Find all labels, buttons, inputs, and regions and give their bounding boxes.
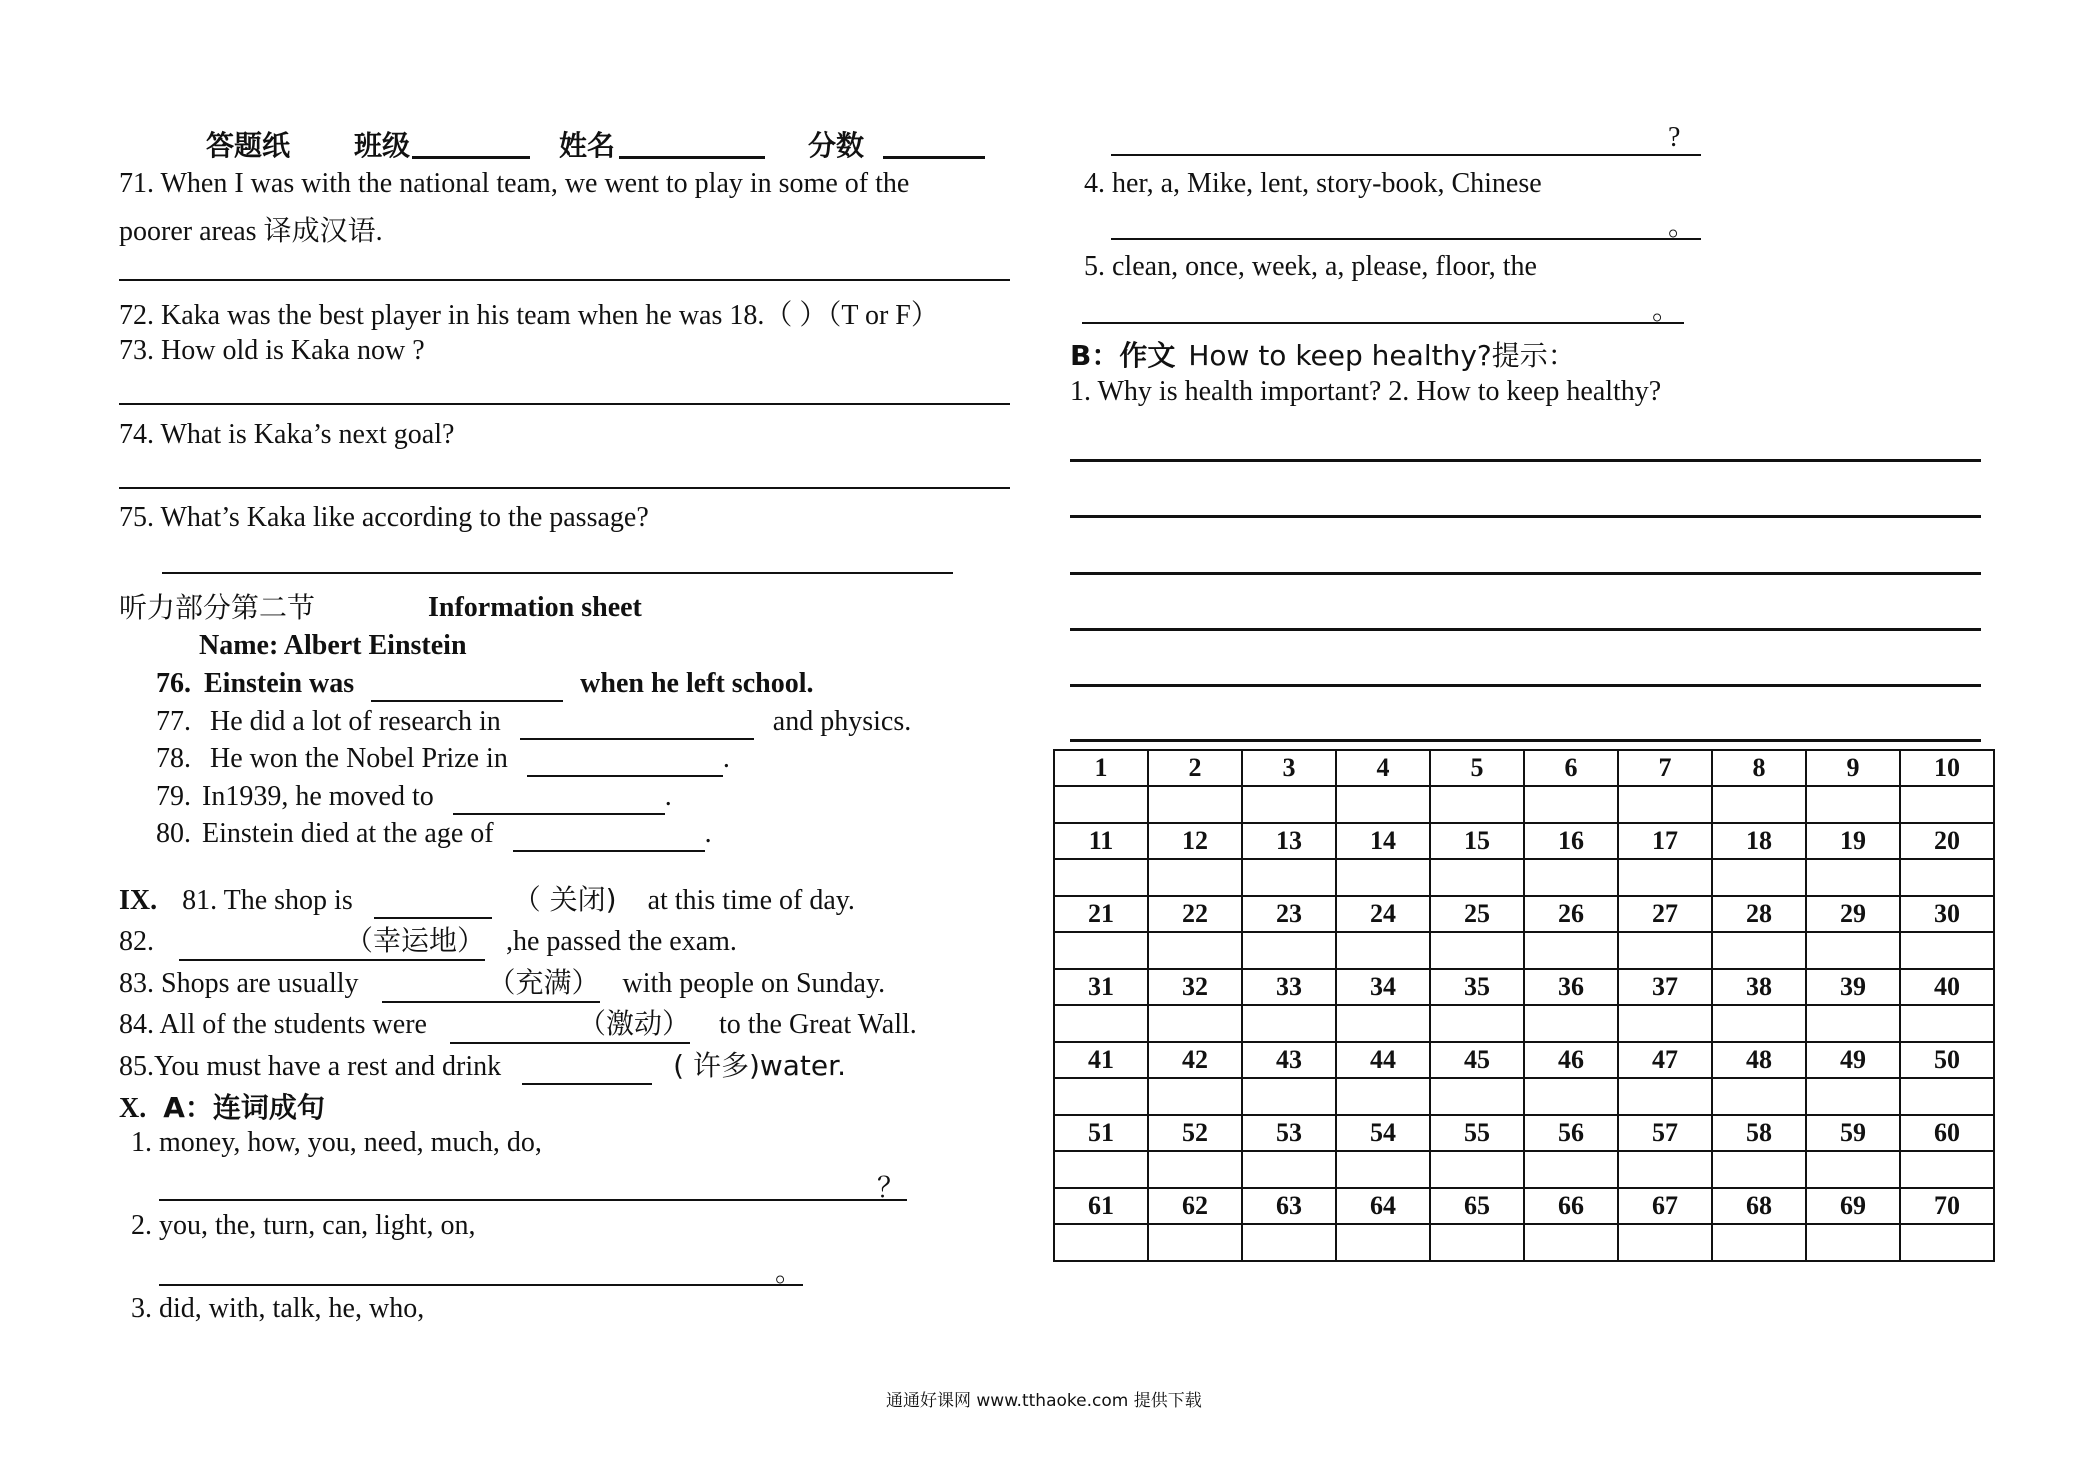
reorder-5-end: 。 (1652, 295, 1681, 326)
answer-grid (1053, 749, 1995, 1262)
grid-number-cell: 60 (1900, 1115, 1994, 1151)
grid-number-cell: 55 (1430, 1115, 1524, 1151)
grid-number-cell: 61 (1054, 1188, 1148, 1224)
grid-answer-cell[interactable] (1712, 1078, 1806, 1115)
grid-answer-cell[interactable] (1148, 1005, 1242, 1042)
grid-answer-cell[interactable] (1242, 1005, 1336, 1042)
grid-answer-cell[interactable] (1524, 932, 1618, 969)
grid-number-cell: 47 (1618, 1042, 1712, 1078)
q85-hint: ( 许多)water. (673, 1049, 846, 1082)
answer-line-reorder-4 (1111, 238, 1701, 240)
grid-number-cell: 16 (1524, 823, 1618, 859)
grid-number-cell: 57 (1618, 1115, 1712, 1151)
grid-number-cell: 3 (1242, 750, 1336, 786)
grid-answer-cell[interactable] (1336, 786, 1430, 823)
grid-number-cell: 53 (1242, 1115, 1336, 1151)
grid-number-cell: 39 (1806, 969, 1900, 1005)
q85-blank (522, 1051, 652, 1085)
grid-number-row (1054, 1188, 1994, 1224)
grid-answer-row (1054, 1224, 1994, 1261)
grid-number-cell: 54 (1336, 1115, 1430, 1151)
grid-number-cell: 51 (1054, 1115, 1148, 1151)
grid-number-cell: 13 (1242, 823, 1336, 859)
grid-number-cell: 24 (1336, 896, 1430, 932)
grid-answer-cell[interactable] (1618, 932, 1712, 969)
question-81 (119, 878, 855, 919)
grid-answer-cell[interactable] (1524, 859, 1618, 896)
grid-number-cell: 23 (1242, 896, 1336, 932)
grid-answer-row (1054, 859, 1994, 896)
grid-answer-cell[interactable] (1524, 786, 1618, 823)
grid-number-cell: 34 (1336, 969, 1430, 1005)
grid-answer-cell[interactable] (1806, 1005, 1900, 1042)
reorder-2-end: 。 (775, 1257, 804, 1288)
q81-hint: （ 关闭) (512, 883, 617, 916)
composition-line-1 (1070, 459, 1981, 462)
q81-blank (374, 885, 492, 919)
q83-text: 83. Shops are usually (119, 968, 359, 999)
grid-number-cell: 41 (1054, 1042, 1148, 1078)
grid-answer-row (1054, 786, 1994, 823)
grid-answer-cell[interactable] (1148, 1078, 1242, 1115)
score-label: 分数 (808, 129, 865, 162)
grid-answer-cell[interactable] (1618, 859, 1712, 896)
grid-answer-cell[interactable] (1806, 859, 1900, 896)
grid-answer-cell[interactable] (1806, 932, 1900, 969)
grid-number-cell: 65 (1430, 1188, 1524, 1224)
composition-line-5 (1070, 684, 1981, 687)
q82-number: 82. (119, 926, 154, 957)
reorder-3-end: ? (1668, 122, 1681, 153)
grid-number-cell: 17 (1618, 823, 1712, 859)
question-79 (156, 781, 672, 815)
grid-answer-cell[interactable] (1900, 1151, 1994, 1188)
grid-number-cell: 44 (1336, 1042, 1430, 1078)
question-72: 72. Kaka was the best player in his team when he was 18.（ ）（T or F） (119, 300, 939, 331)
grid-number-row (1054, 1042, 1994, 1078)
grid-number-cell: 21 (1054, 896, 1148, 932)
answer-line-reorder-3 (1111, 154, 1701, 156)
grid-answer-cell[interactable] (1054, 1224, 1148, 1261)
grid-number-cell: 62 (1148, 1188, 1242, 1224)
grid-answer-cell[interactable] (1806, 1224, 1900, 1261)
grid-answer-cell[interactable] (1900, 786, 1994, 823)
grid-answer-cell[interactable] (1054, 932, 1148, 969)
grid-answer-cell[interactable] (1054, 1005, 1148, 1042)
grid-answer-cell[interactable] (1806, 786, 1900, 823)
grid-number-cell: 58 (1712, 1115, 1806, 1151)
question-82 (119, 919, 737, 961)
composition-label: B：作文 (1070, 339, 1176, 372)
q80-text-end: . (704, 818, 712, 849)
class-blank (412, 156, 530, 159)
grid-answer-cell[interactable] (1618, 1151, 1712, 1188)
question-80 (156, 818, 712, 852)
section-ix-label: IX. (119, 885, 158, 916)
listening-section-label: 听力部分第二节 (119, 591, 316, 624)
grid-answer-cell[interactable] (1806, 1078, 1900, 1115)
grid-number-cell: 52 (1148, 1115, 1242, 1151)
grid-number-cell: 56 (1524, 1115, 1618, 1151)
grid-number-row (1054, 823, 1994, 859)
grid-answer-cell[interactable] (1806, 1151, 1900, 1188)
grid-answer-cell[interactable] (1336, 859, 1430, 896)
grid-answer-cell[interactable] (1242, 1224, 1336, 1261)
q79-number: 79. (156, 781, 191, 812)
score-blank (883, 156, 985, 159)
q80-blank (513, 818, 705, 852)
grid-answer-cell[interactable] (1430, 1078, 1524, 1115)
composition-line-3 (1070, 572, 1981, 575)
einstein-name-line: Name: Albert Einstein (199, 630, 467, 661)
grid-answer-cell[interactable] (1336, 1005, 1430, 1042)
grid-answer-cell[interactable] (1900, 1078, 1994, 1115)
grid-number-cell: 64 (1336, 1188, 1430, 1224)
grid-number-cell: 8 (1712, 750, 1806, 786)
q79-text-end: . (664, 781, 672, 812)
grid-number-cell: 1 (1054, 750, 1148, 786)
q84-blank (450, 1002, 690, 1044)
q78-text-end: . (722, 743, 730, 774)
grid-answer-cell[interactable] (1900, 1005, 1994, 1042)
grid-answer-cell[interactable] (1430, 932, 1524, 969)
answer-line-73 (119, 403, 1010, 405)
q77-text-end: and physics. (772, 706, 912, 737)
question-76 (156, 668, 813, 702)
question-74: 74. What is Kaka’s next goal? (119, 419, 455, 450)
question-75: 75. What’s Kaka like according to the passage? (119, 502, 649, 533)
grid-number-cell: 19 (1806, 823, 1900, 859)
grid-number-cell: 32 (1148, 969, 1242, 1005)
grid-answer-cell[interactable] (1900, 859, 1994, 896)
q76-number: 76. (156, 668, 191, 699)
grid-answer-row (1054, 1151, 1994, 1188)
q85-text: 85.You must have a rest and drink (119, 1051, 502, 1082)
q76-text: Einstein was (204, 668, 355, 699)
composition-heading (1070, 334, 1576, 374)
reorder-1: 1. money, how, you, need, much, do, (131, 1127, 542, 1158)
composition-line-2 (1070, 515, 1981, 518)
q84-text-end: to the Great Wall. (718, 1009, 917, 1040)
q84-hint: （激动） (577, 1007, 690, 1040)
grid-number-row (1054, 750, 1994, 786)
question-85 (119, 1044, 846, 1085)
information-sheet-title: Information sheet (428, 592, 642, 623)
question-78 (156, 743, 730, 777)
grid-answer-cell[interactable] (1430, 786, 1524, 823)
section-x-heading (119, 1086, 325, 1126)
q81-text: 81. The shop is (182, 885, 353, 916)
question-71: 71. When I was with the national team, we went to play in some of the (119, 168, 910, 199)
grid-number-cell: 18 (1712, 823, 1806, 859)
grid-number-cell: 2 (1148, 750, 1242, 786)
name-label: 姓名 (559, 129, 616, 162)
grid-answer-cell[interactable] (1148, 859, 1242, 896)
grid-number-cell: 15 (1430, 823, 1524, 859)
grid-answer-cell[interactable] (1242, 786, 1336, 823)
grid-number-cell: 5 (1430, 750, 1524, 786)
reorder-1-end: ？ (877, 1173, 906, 1204)
grid-answer-cell[interactable] (1524, 1151, 1618, 1188)
q81-text-end: at this time of day. (647, 885, 855, 916)
grid-number-cell: 4 (1336, 750, 1430, 786)
answer-line-reorder-5 (1082, 322, 1684, 324)
grid-number-cell: 28 (1712, 896, 1806, 932)
q76-text-end: when he left school. (580, 668, 814, 699)
grid-number-cell: 25 (1430, 896, 1524, 932)
q83-hint: （充满） (487, 966, 600, 999)
grid-answer-row (1054, 1005, 1994, 1042)
q83-text-end: with people on Sunday. (622, 968, 886, 999)
grid-number-cell: 43 (1242, 1042, 1336, 1078)
grid-number-cell: 30 (1900, 896, 1994, 932)
grid-answer-cell[interactable] (1336, 1151, 1430, 1188)
q84-text: 84. All of the students were (119, 1009, 427, 1040)
grid-answer-cell[interactable] (1148, 932, 1242, 969)
grid-answer-cell[interactable] (1712, 786, 1806, 823)
grid-number-cell: 9 (1806, 750, 1900, 786)
grid-answer-cell[interactable] (1712, 1151, 1806, 1188)
grid-number-row (1054, 1115, 1994, 1151)
grid-number-row (1054, 896, 1994, 932)
grid-number-cell: 35 (1430, 969, 1524, 1005)
q77-blank (520, 706, 754, 740)
reorder-4-end: 。 (1668, 211, 1697, 242)
grid-number-cell: 37 (1618, 969, 1712, 1005)
reorder-5: 5. clean, once, week, a, please, floor, the (1084, 251, 1537, 282)
reorder-3: 3. did, with, talk, he, who, (131, 1293, 425, 1324)
answer-line-reorder-2 (159, 1284, 803, 1286)
grid-number-cell: 29 (1806, 896, 1900, 932)
grid-answer-cell[interactable] (1900, 932, 1994, 969)
q82-hint: （幸运地） (344, 924, 485, 957)
q80-text: Einstein died at the age of (202, 818, 494, 849)
grid-number-cell: 59 (1806, 1115, 1900, 1151)
reorder-2: 2. you, the, turn, can, light, on, (131, 1210, 476, 1241)
grid-answer-cell[interactable] (1430, 1224, 1524, 1261)
grid-number-cell: 36 (1524, 969, 1618, 1005)
q78-number: 78. (156, 743, 191, 774)
section-x-part-a: A：连词成句 (163, 1091, 325, 1124)
grid-number-cell: 50 (1900, 1042, 1994, 1078)
reorder-4: 4. her, a, Mike, lent, story-book, Chinese (1084, 168, 1542, 199)
answer-line-71 (119, 279, 1010, 281)
grid-answer-cell[interactable] (1430, 859, 1524, 896)
grid-answer-cell[interactable] (1430, 1151, 1524, 1188)
grid-number-cell: 45 (1430, 1042, 1524, 1078)
grid-answer-cell[interactable] (1712, 932, 1806, 969)
grid-number-cell: 49 (1806, 1042, 1900, 1078)
grid-number-cell: 33 (1242, 969, 1336, 1005)
grid-number-cell: 20 (1900, 823, 1994, 859)
grid-answer-cell[interactable] (1148, 786, 1242, 823)
grid-answer-row (1054, 1078, 1994, 1115)
grid-answer-row (1054, 932, 1994, 969)
grid-number-cell: 22 (1148, 896, 1242, 932)
grid-answer-cell[interactable] (1618, 786, 1712, 823)
q82-blank (179, 919, 485, 961)
grid-number-cell: 12 (1148, 823, 1242, 859)
grid-answer-cell[interactable] (1900, 1224, 1994, 1261)
class-label: 班级 (354, 129, 411, 162)
grid-number-cell: 7 (1618, 750, 1712, 786)
grid-answer-cell[interactable] (1242, 1151, 1336, 1188)
q78-text: He won the Nobel Prize in (210, 743, 508, 774)
grid-number-cell: 10 (1900, 750, 1994, 786)
grid-number-cell: 48 (1712, 1042, 1806, 1078)
grid-answer-cell[interactable] (1336, 1224, 1430, 1261)
grid-answer-cell[interactable] (1054, 859, 1148, 896)
q78-blank (527, 743, 723, 777)
grid-number-cell: 67 (1618, 1188, 1712, 1224)
grid-answer-cell[interactable] (1524, 1005, 1618, 1042)
grid-answer-cell[interactable] (1054, 1151, 1148, 1188)
grid-answer-cell[interactable] (1336, 932, 1430, 969)
grid-number-cell: 26 (1524, 896, 1618, 932)
name-blank (619, 156, 765, 159)
grid-answer-cell[interactable] (1618, 1005, 1712, 1042)
question-83 (119, 961, 885, 1003)
grid-answer-cell[interactable] (1430, 1005, 1524, 1042)
grid-answer-cell[interactable] (1712, 1005, 1806, 1042)
grid-answer-cell[interactable] (1618, 1224, 1712, 1261)
section-x-label: X. (119, 1093, 147, 1124)
q77-text: He did a lot of research in (210, 706, 501, 737)
composition-hints: 1. Why is health important? 2. How to keep healthy? (1070, 376, 1662, 407)
grid-answer-cell[interactable] (1712, 859, 1806, 896)
grid-answer-cell[interactable] (1242, 859, 1336, 896)
grid-number-cell: 38 (1712, 969, 1806, 1005)
grid-number-cell: 46 (1524, 1042, 1618, 1078)
grid-answer-cell[interactable] (1054, 786, 1148, 823)
question-71-cont: poorer areas 译成汉语. (119, 216, 383, 247)
grid-number-row (1054, 969, 1994, 1005)
header-title: 答题纸 (206, 129, 291, 162)
answer-line-reorder-1 (159, 1199, 907, 1201)
grid-answer-cell[interactable] (1148, 1224, 1242, 1261)
grid-answer-cell[interactable] (1618, 1078, 1712, 1115)
q80-number: 80. (156, 818, 191, 849)
footer-credit: 通通好课网 www.tthaoke.com 提供下载 (886, 1391, 1202, 1411)
grid-answer-cell[interactable] (1336, 1078, 1430, 1115)
grid-answer-cell[interactable] (1054, 1078, 1148, 1115)
grid-number-cell: 66 (1524, 1188, 1618, 1224)
q83-blank (382, 961, 600, 1003)
composition-line-4 (1070, 628, 1981, 631)
grid-number-cell: 11 (1054, 823, 1148, 859)
question-84 (119, 1002, 917, 1044)
composition-line-6 (1070, 739, 1981, 742)
q79-blank (453, 781, 665, 815)
grid-number-cell: 69 (1806, 1188, 1900, 1224)
question-77 (156, 706, 911, 740)
grid-answer-cell[interactable] (1148, 1151, 1242, 1188)
q76-blank (371, 668, 563, 702)
grid-number-cell: 27 (1618, 896, 1712, 932)
q77-number: 77. (156, 706, 191, 737)
grid-number-cell: 68 (1712, 1188, 1806, 1224)
grid-number-cell: 42 (1148, 1042, 1242, 1078)
grid-answer-cell[interactable] (1524, 1224, 1618, 1261)
q79-text: In1939, he moved to (202, 781, 434, 812)
grid-answer-cell[interactable] (1242, 1078, 1336, 1115)
grid-number-cell: 70 (1900, 1188, 1994, 1224)
question-73: 73. How old is Kaka now ? (119, 335, 425, 366)
grid-number-cell: 63 (1242, 1188, 1336, 1224)
grid-answer-cell[interactable] (1712, 1224, 1806, 1261)
grid-answer-cell[interactable] (1242, 932, 1336, 969)
answer-line-74 (119, 487, 1010, 489)
grid-number-cell: 14 (1336, 823, 1430, 859)
answer-line-75 (162, 572, 953, 574)
grid-number-cell: 31 (1054, 969, 1148, 1005)
grid-number-cell: 40 (1900, 969, 1994, 1005)
grid-number-cell: 6 (1524, 750, 1618, 786)
grid-answer-cell[interactable] (1524, 1078, 1618, 1115)
composition-title: How to keep healthy?提示： (1188, 339, 1576, 372)
q82-text-end: ,he passed the exam. (506, 926, 737, 957)
